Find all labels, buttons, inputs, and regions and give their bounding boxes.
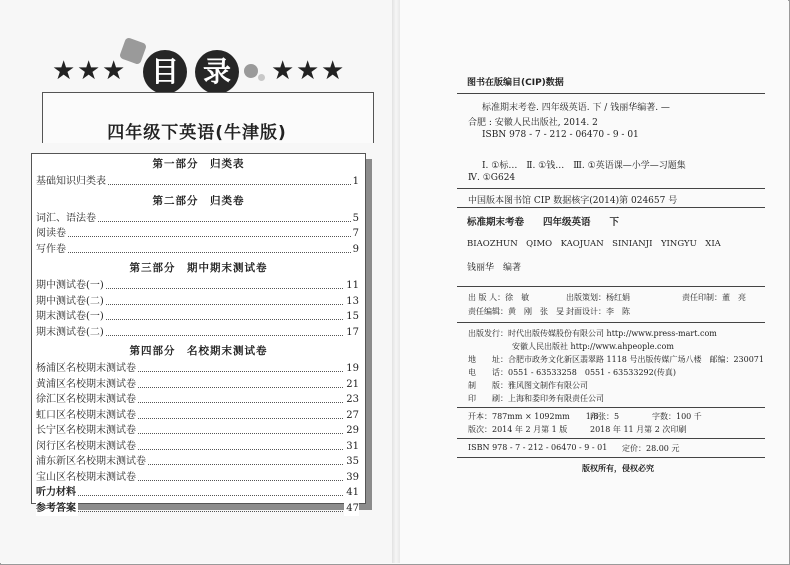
print-supervisor: 责任印制：董 亮	[682, 293, 746, 302]
cover-designer: 封面设计：李 陈	[566, 307, 630, 316]
star-icon: ★	[102, 56, 126, 86]
divider	[457, 457, 765, 458]
toc-item-label: 虹口区名校期末测试卷	[36, 409, 136, 421]
editors: 责任编辑：黄 刚 张 旻	[468, 307, 564, 316]
toc-item-page: 11	[346, 280, 359, 291]
cip-title: 图书在版编目(CIP)数据	[467, 78, 564, 88]
divider	[457, 207, 765, 208]
printer: 印 刷：上海和娄印务有限责任公司	[468, 394, 604, 403]
toc-item-page: 7	[352, 228, 359, 239]
cip-line: 中国版本图书馆 CIP 数据核字(2014)第 024657 号	[468, 196, 678, 206]
sheets: 印张：5	[590, 412, 620, 421]
toc-item-page: 13	[346, 295, 359, 307]
toc-item[interactable]	[36, 424, 359, 438]
right-page-copyright	[395, 0, 788, 563]
toc-leader-dots	[36, 511, 359, 512]
toc-item-label: 期中测试卷(二)	[36, 295, 104, 307]
book-pinyin: BIAOZHUN QIMO KAOJUAN SINIANJI YINGYU XIA	[467, 239, 721, 249]
divider	[457, 286, 765, 287]
table-of-contents	[31, 153, 366, 514]
toc-item[interactable]	[36, 212, 359, 226]
decor-dot-icon	[244, 64, 258, 78]
star-icon: ★	[296, 56, 320, 86]
cip-line: 标准期末考卷. 四年级英语. 下 / 钱丽华编著. —	[482, 103, 670, 113]
divider	[457, 438, 765, 439]
toc-item-label: 参考答案	[36, 502, 76, 514]
divider	[457, 93, 765, 94]
toc-item-page: 23	[346, 394, 359, 405]
toc-item-page: 29	[346, 425, 359, 436]
toc-item[interactable]	[36, 393, 359, 407]
toc-item[interactable]	[36, 455, 359, 469]
toc-item-label: 期末测试卷(一)	[36, 311, 104, 322]
toc-item-page: 41	[346, 487, 359, 498]
toc-leader-dots	[36, 236, 359, 237]
toc-item-label: 期末测试卷(二)	[36, 326, 104, 338]
star-icon: ★	[52, 56, 76, 86]
toc-item[interactable]	[36, 175, 359, 189]
toc-item-label: 期中测试卷(一)	[36, 280, 104, 291]
toc-part-heading: 第四部分 名校期末测试卷	[129, 345, 268, 357]
toc-item-page: 1	[352, 176, 359, 187]
toc-item[interactable]	[36, 378, 359, 392]
publisher: 出版发行：时代出版传媒股份有限公司 http://www.press-mart.com	[468, 329, 717, 338]
toc-item[interactable]	[36, 295, 359, 309]
word-count: 字数：100 千	[652, 412, 702, 421]
toc-item-page: 39	[346, 471, 359, 483]
cip-line: 合肥 : 安徽人民出版社, 2014. 2	[468, 118, 598, 128]
star-icon: ★	[271, 56, 295, 86]
toc-item[interactable]	[36, 440, 359, 454]
toc-item[interactable]	[36, 409, 359, 423]
cip-line: Ⅳ. ①G624	[468, 173, 516, 183]
toc-item-page: 21	[346, 378, 359, 390]
cip-isbn: ISBN 978 - 7 - 212 - 06470 - 9 - 01	[482, 130, 639, 140]
format-size: 开本：787mm × 1092mm 1/8	[468, 412, 599, 421]
toc-item-label: 徐汇区名校期末测试卷	[36, 394, 136, 405]
toc-item-label: 阅读卷	[36, 228, 66, 239]
decor-dot-icon	[258, 74, 265, 81]
toc-item-label: 长宁区名校期末测试卷	[36, 425, 136, 436]
toc-item-label: 黄浦区名校期末测试卷	[36, 378, 136, 390]
title-char-2: 录	[195, 50, 239, 94]
plate-maker: 制 版：雅风图文制作有限公司	[468, 381, 588, 390]
star-icon: ★	[321, 56, 345, 86]
toc-item-label: 闵行区名校期末测试卷	[36, 440, 136, 452]
toc-item[interactable]	[36, 279, 359, 293]
divider	[457, 407, 765, 408]
toc-item-label: 词汇、语法卷	[36, 212, 96, 224]
toc-item-page: 19	[346, 363, 359, 374]
toc-item[interactable]	[36, 326, 359, 340]
toc-item-page: 47	[346, 502, 359, 514]
toc-part-heading: 第三部分 期中期末测试卷	[129, 262, 268, 274]
price: 定价：28.00 元	[622, 444, 680, 453]
toc-item-page: 27	[346, 409, 359, 421]
publisher-person: 出 版 人：徐 敏	[468, 293, 530, 302]
publisher-2: 安徽人民出版社 http://www.ahpeople.com	[512, 342, 674, 351]
rights-notice: 版权所有，侵权必究	[582, 464, 654, 473]
toc-item-label: 听力材料	[36, 487, 76, 498]
toc-item-page: 31	[346, 440, 359, 452]
toc-leader-dots	[36, 252, 359, 253]
page-gutter	[392, 0, 400, 563]
toc-item-page: 35	[346, 456, 359, 467]
toc-item[interactable]	[36, 243, 359, 257]
divider	[457, 322, 765, 323]
toc-item-page: 17	[346, 326, 359, 338]
phone: 电 话：0551 - 63533258 0551 - 63533292(传真)	[468, 368, 676, 377]
grade-title: 四年级下英语(牛津版)	[107, 123, 287, 143]
toc-item[interactable]	[36, 471, 359, 485]
toc-part-heading: 第一部分 归类表	[152, 158, 245, 170]
planner: 出版策划：杨红娟	[566, 293, 630, 302]
cip-line: Ⅰ. ①标… Ⅱ. ①钱… Ⅲ. ①英语课—小学—习题集	[482, 161, 686, 171]
toc-item-page: 9	[352, 243, 359, 255]
toc-item-label: 写作卷	[36, 243, 66, 255]
toc-part-heading: 第二部分 归类卷	[152, 194, 245, 207]
edition: 版次：2014 年 2 月第 1 版	[468, 425, 568, 434]
isbn-bottom: ISBN 978 - 7 - 212 - 06470 - 9 - 01	[468, 443, 608, 452]
toc-leader-dots	[36, 495, 359, 496]
star-icon: ★	[77, 56, 101, 86]
toc-item-label: 基础知识归类表	[36, 176, 106, 187]
toc-item-page: 5	[352, 212, 359, 224]
toc-item[interactable]	[36, 362, 359, 376]
toc-item[interactable]	[36, 310, 359, 324]
toc-item-label: 宝山区名校期末测试卷	[36, 471, 136, 483]
print-run: 2018 年 11 月第 2 次印刷	[590, 425, 687, 434]
toc-item[interactable]	[36, 486, 359, 500]
toc-item[interactable]	[36, 502, 359, 516]
divider	[457, 188, 765, 189]
toc-item[interactable]	[36, 227, 359, 241]
address: 地 址：合肥市政务文化新区翡翠路 1118 号出版传媒广场八楼 邮编：230071	[468, 355, 764, 364]
book-title: 标准期末考卷 四年级英语 下	[467, 217, 620, 228]
toc-item-label: 杨浦区名校期末测试卷	[36, 363, 136, 374]
author: 钱丽华 编著	[467, 263, 522, 273]
title-char-1: 目	[143, 50, 187, 94]
toc-item-page: 15	[346, 311, 359, 322]
toc-item-label: 浦东新区名校期末测试卷	[36, 456, 146, 467]
